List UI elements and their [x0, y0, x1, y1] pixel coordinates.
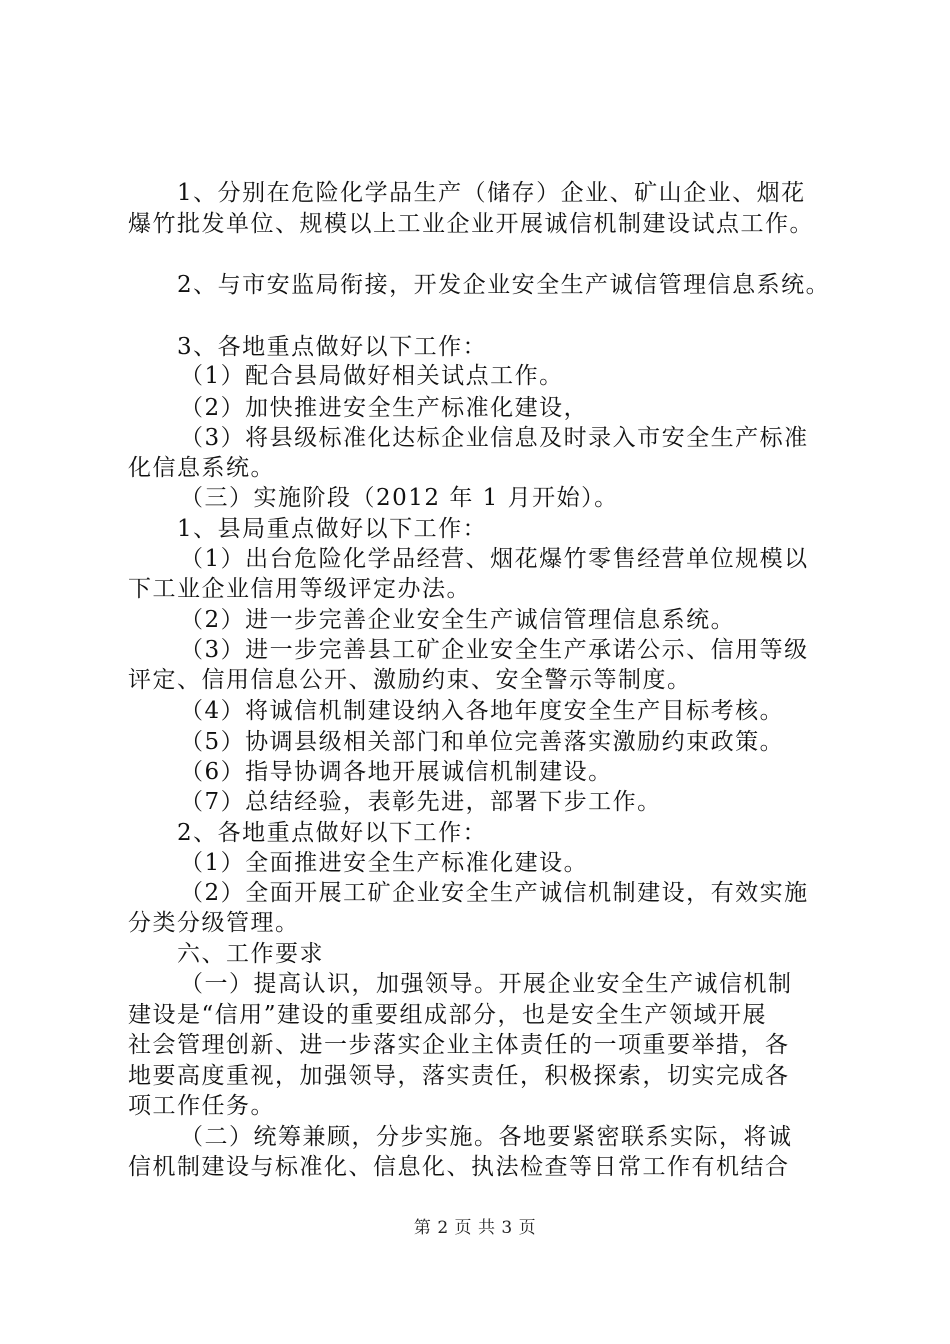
text-line: （一）提高认识，加强领导。开展企业安全生产诚信机制	[180, 971, 793, 997]
text-line: （1）配合县局做好相关试点工作。	[180, 363, 564, 389]
text-line: 社会管理创新、进一步落实企业主体责任的一项重要举措，各	[128, 1032, 790, 1058]
text-line: （1）全面推进安全生产标准化建设。	[180, 850, 589, 876]
text-line: 2、与市安监局衔接，开发企业安全生产诚信管理信息系统。	[177, 272, 831, 298]
text-line: （2）进一步完善企业安全生产诚信管理信息系统。	[180, 607, 736, 633]
page-footer: 第 2 页 共 3 页	[413, 1218, 537, 1238]
text-line: 地要高度重视，加强领导，落实责任，积极探索，切实完成各	[128, 1063, 790, 1089]
section-heading: 六、工作要求	[177, 941, 324, 967]
text-line: 2、各地重点做好以下工作：	[177, 820, 488, 846]
text-line: 1、县局重点做好以下工作：	[177, 516, 488, 542]
text-line: （2）全面开展工矿企业安全生产诚信机制建设，有效实施	[180, 880, 809, 906]
text-line: （6）指导协调各地开展诚信机制建设。	[180, 759, 613, 785]
text-line: 1、分别在危险化学品生产（储存）企业、矿山企业、烟花	[177, 180, 806, 206]
text-line: 下工业企业信用等级评定办法。	[128, 576, 471, 602]
text-line: （1）出台危险化学品经营、烟花爆竹零售经营单位规模以	[180, 546, 809, 572]
text-line: 分类分级管理。	[128, 910, 300, 936]
text-line: （三）实施阶段（2012 年 1 月开始）。	[180, 485, 619, 511]
text-line: 化信息系统。	[128, 455, 275, 481]
text-line: 信机制建设与标准化、信息化、执法检查等日常工作有机结合	[128, 1154, 790, 1180]
text-line: （3）进一步完善县工矿企业安全生产承诺公示、信用等级	[180, 637, 809, 663]
text-line: （3）将县级标准化达标企业信息及时录入市安全生产标准	[180, 425, 809, 451]
text-line: 建设是“信用”建设的重要组成部分，也是安全生产领域开展	[128, 1002, 768, 1028]
text-line: （2）加快推进安全生产标准化建设，	[180, 395, 589, 421]
text-line: （7）总结经验，表彰先进，部署下步工作。	[180, 789, 662, 815]
text-line: 3、各地重点做好以下工作：	[177, 334, 488, 360]
text-line: 爆竹批发单位、规模以上工业企业开展诚信机制建设试点工作。	[128, 211, 814, 237]
text-line: （二）统筹兼顾，分步实施。各地要紧密联系实际，将诚	[180, 1124, 793, 1150]
text-line: （4）将诚信机制建设纳入各地年度安全生产目标考核。	[180, 698, 785, 724]
text-line: 项工作任务。	[128, 1093, 275, 1119]
text-line: （5）协调县级相关部门和单位完善落实激励约束政策。	[180, 729, 785, 755]
text-line: 评定、信用信息公开、激励约束、安全警示等制度。	[128, 667, 692, 693]
